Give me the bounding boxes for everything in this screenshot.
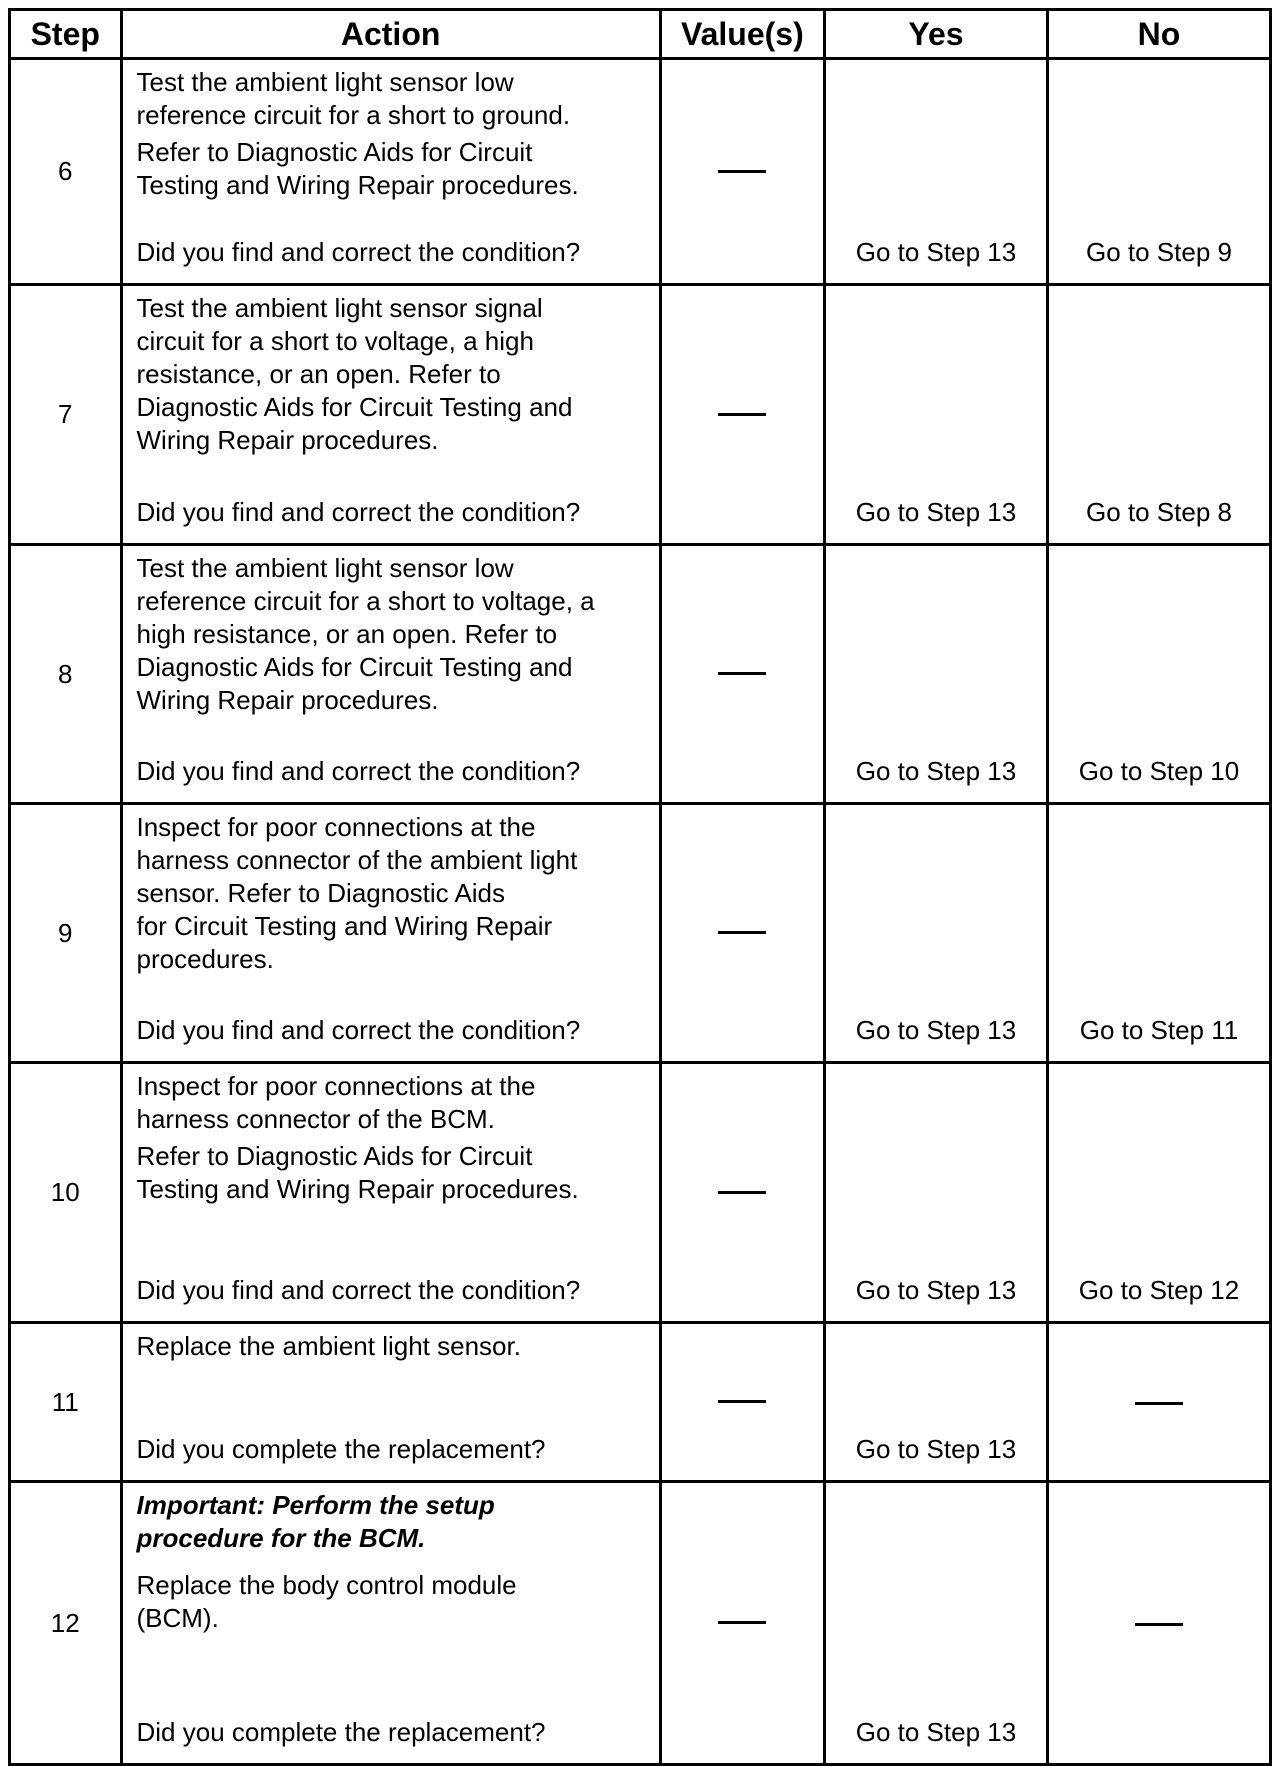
yes-cell [824, 545, 1047, 804]
action-text: Replace the ambient light sensor. [136, 1331, 521, 1361]
yes-goto: Go to Step 13 [855, 1434, 1017, 1464]
header-action: Action [121, 10, 660, 59]
no-cell [1047, 545, 1270, 804]
no-cell [1047, 1063, 1270, 1323]
header-step: Step [10, 10, 122, 59]
action-question: Did you complete the replacement? [136, 1434, 546, 1464]
header-no: No [1047, 10, 1270, 59]
action-text: Test the ambient light sensor low reference circuit for a short to ground. [136, 67, 571, 130]
yes-cell [824, 1063, 1047, 1323]
value-dash [718, 413, 766, 416]
table-row [10, 545, 1271, 804]
yes-goto: Go to Step 13 [855, 1717, 1017, 1747]
yes-cell [824, 1323, 1047, 1482]
yes-goto: Go to Step 13 [855, 497, 1017, 527]
yes-cell [824, 59, 1047, 285]
dash-mark [1135, 1623, 1183, 1626]
table-row [10, 1323, 1271, 1482]
action-text: Refer to Diagnostic Aids for Circuit Testing and Wiring Repair procedures. [136, 1141, 579, 1204]
step-number: 7 [10, 285, 122, 545]
yes-goto: Go to Step 13 [855, 237, 1017, 267]
no-goto: Go to Step 8 [1085, 497, 1232, 527]
value-dash [718, 170, 766, 173]
no-cell [1047, 804, 1270, 1063]
step-number: 10 [10, 1063, 122, 1323]
table-row [10, 1482, 1271, 1765]
value-cell [660, 285, 824, 545]
value-cell [660, 545, 824, 804]
table-row [10, 59, 1271, 285]
value-cell [660, 1482, 824, 1765]
header-yes: Yes [824, 10, 1047, 59]
yes-cell [824, 804, 1047, 1063]
value-dash [718, 1191, 766, 1194]
value-cell [660, 804, 824, 1063]
action-text: Test the ambient light sensor low reference circuit for a short to voltage, a high resistance, or an open. Refer to Diagnostic Aids for Circuit Testing and Wiring Repair procedures. [136, 553, 595, 715]
action-cell [121, 59, 660, 285]
action-cell [121, 1323, 660, 1482]
step-number: 6 [10, 59, 122, 285]
value-dash [718, 1621, 766, 1624]
action-question: Did you find and correct the condition? [136, 497, 581, 527]
yes-goto: Go to Step 13 [855, 1015, 1017, 1045]
action-cell [121, 804, 660, 1063]
action-text: Test the ambient light sensor signal circuit for a short to voltage, a high resistance, or an open. Refer to Diagnostic Aids for Circuit Testing and Wiring Repair procedures. [136, 293, 573, 455]
step-number: 11 [10, 1323, 122, 1482]
important-note: Important: Perform the setup procedure for the BCM. [136, 1490, 495, 1553]
no-cell [1047, 59, 1270, 285]
action-cell [121, 1482, 660, 1765]
action-cell [121, 285, 660, 545]
value-dash [718, 931, 766, 934]
no-goto: Go to Step 10 [1078, 756, 1240, 786]
action-question: Did you find and correct the condition? [136, 237, 581, 267]
action-question: Did you find and correct the condition? [136, 756, 581, 786]
action-text: Replace the body control module (BCM). [136, 1570, 517, 1633]
no-cell [1047, 1482, 1270, 1765]
action-text: Inspect for poor connections at the harness connector of the BCM. [136, 1071, 536, 1134]
dash-mark [1135, 1402, 1183, 1405]
action-question: Did you complete the replacement? [136, 1717, 546, 1747]
value-dash [718, 1400, 766, 1403]
no-cell [1047, 1323, 1270, 1482]
no-dash [1049, 1402, 1269, 1420]
value-cell [660, 1063, 824, 1323]
action-text: Refer to Diagnostic Aids for Circuit Testing and Wiring Repair procedures. [136, 137, 579, 200]
action-question: Did you find and correct the condition? [136, 1015, 581, 1045]
no-cell [1047, 285, 1270, 545]
no-goto: Go to Step 12 [1078, 1275, 1240, 1305]
step-number: 9 [10, 804, 122, 1063]
table-row [10, 804, 1271, 1063]
action-cell [121, 1063, 660, 1323]
yes-goto: Go to Step 13 [855, 1275, 1017, 1305]
action-cell [121, 545, 660, 804]
action-text: Inspect for poor connections at the harness connector of the ambient light sensor. Refer to Diagnostic Aids for Circuit Testing and Wiring Repair procedures. [136, 812, 578, 974]
value-cell [660, 59, 824, 285]
table-row [10, 285, 1271, 545]
yes-cell [824, 285, 1047, 545]
header-values: Value(s) [660, 10, 824, 59]
no-goto: Go to Step 9 [1085, 237, 1232, 267]
no-dash [1049, 1623, 1269, 1641]
yes-goto: Go to Step 13 [855, 756, 1017, 786]
yes-cell [824, 1482, 1047, 1765]
header-row [10, 10, 1271, 59]
step-number: 8 [10, 545, 122, 804]
no-goto: Go to Step 11 [1079, 1015, 1239, 1045]
value-dash [718, 672, 766, 675]
step-number: 12 [10, 1482, 122, 1765]
table-row [10, 1063, 1271, 1323]
value-cell [660, 1323, 824, 1482]
diagnostic-table [8, 8, 1272, 1766]
action-question: Did you find and correct the condition? [136, 1275, 581, 1305]
